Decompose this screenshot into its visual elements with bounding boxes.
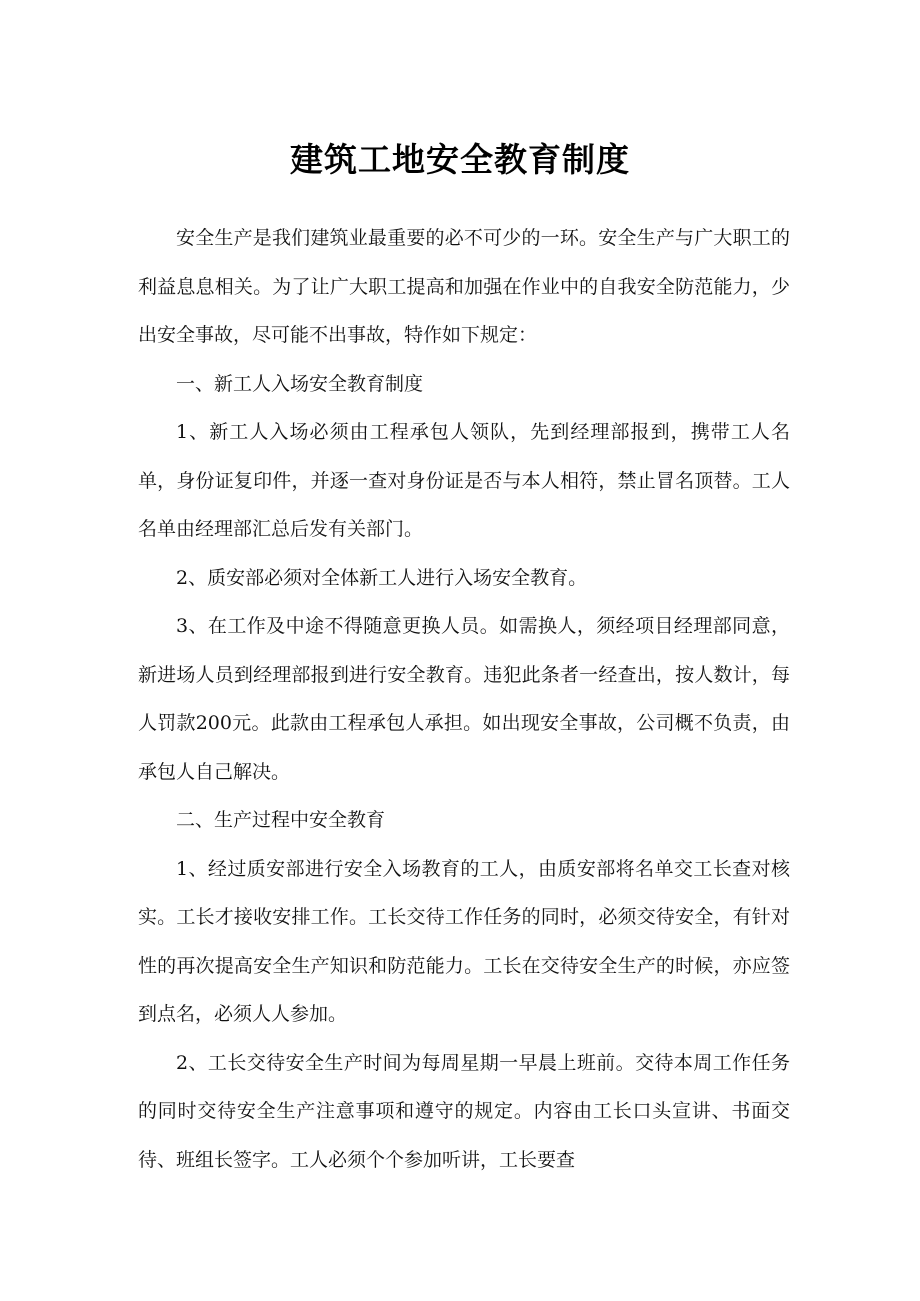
section-2-item-1: 1、经过质安部进行安全入场教育的工人，由质安部将名单交工长查对核实。工长才接收安排工作。工长交待工作任务的同时，必须交待安全，有针对性的再次提高安全生产知识和防范能力。工长在交待安全生产的时候，亦应签到点名，必须人人参加。 xyxy=(138,857,790,1025)
section-2-item-2: 2、工长交待安全生产时间为每周星期一早晨上班前。交待本周工作任务的同时交待安全生产注意事项和遵守的规定。内容由工长口头宣讲、书面交待、班组长签字。工人必须个个参加听讲，工长要查 xyxy=(138,1051,790,1171)
document-title: 建筑工地安全教育制度 xyxy=(290,140,630,179)
section-2-heading: 二、生产过程中安全教育 xyxy=(176,809,386,831)
section-1-item-3: 3、在工作及中途不得随意更换人员。如需换人，须经项目经理部同意，新进场人员到经理部报到进行安全教育。违犯此条者一经查出，按人数计，每人罚款200元。此款由工程承包人承担。如出现安全事故，公司概不负责，由承包人自己解决。 xyxy=(138,615,790,783)
document-body xyxy=(138,214,790,1184)
section-1-item-2: 2、质安部必须对全体新工人进行入场安全教育。 xyxy=(176,566,588,589)
intro-paragraph: 安全生产是我们建筑业最重要的必不可少的一环。安全生产与广大职工的利益息息相关。为了让广大职工提高和加强在作业中的自我安全防范能力，少出安全事故，尽可能不出事故，特作如下规定： xyxy=(138,227,790,346)
section-1-heading: 一、新工人入场安全教育制度 xyxy=(176,372,424,395)
section-1-item-1: 1、新工人入场必须由工程承包人领队，先到经理部报到，携带工人名单，身份证复印件，并逐一查对身份证是否与本人相符，禁止冒名顶替。工人名单由经理部汇总后发有关部门。 xyxy=(138,421,790,540)
